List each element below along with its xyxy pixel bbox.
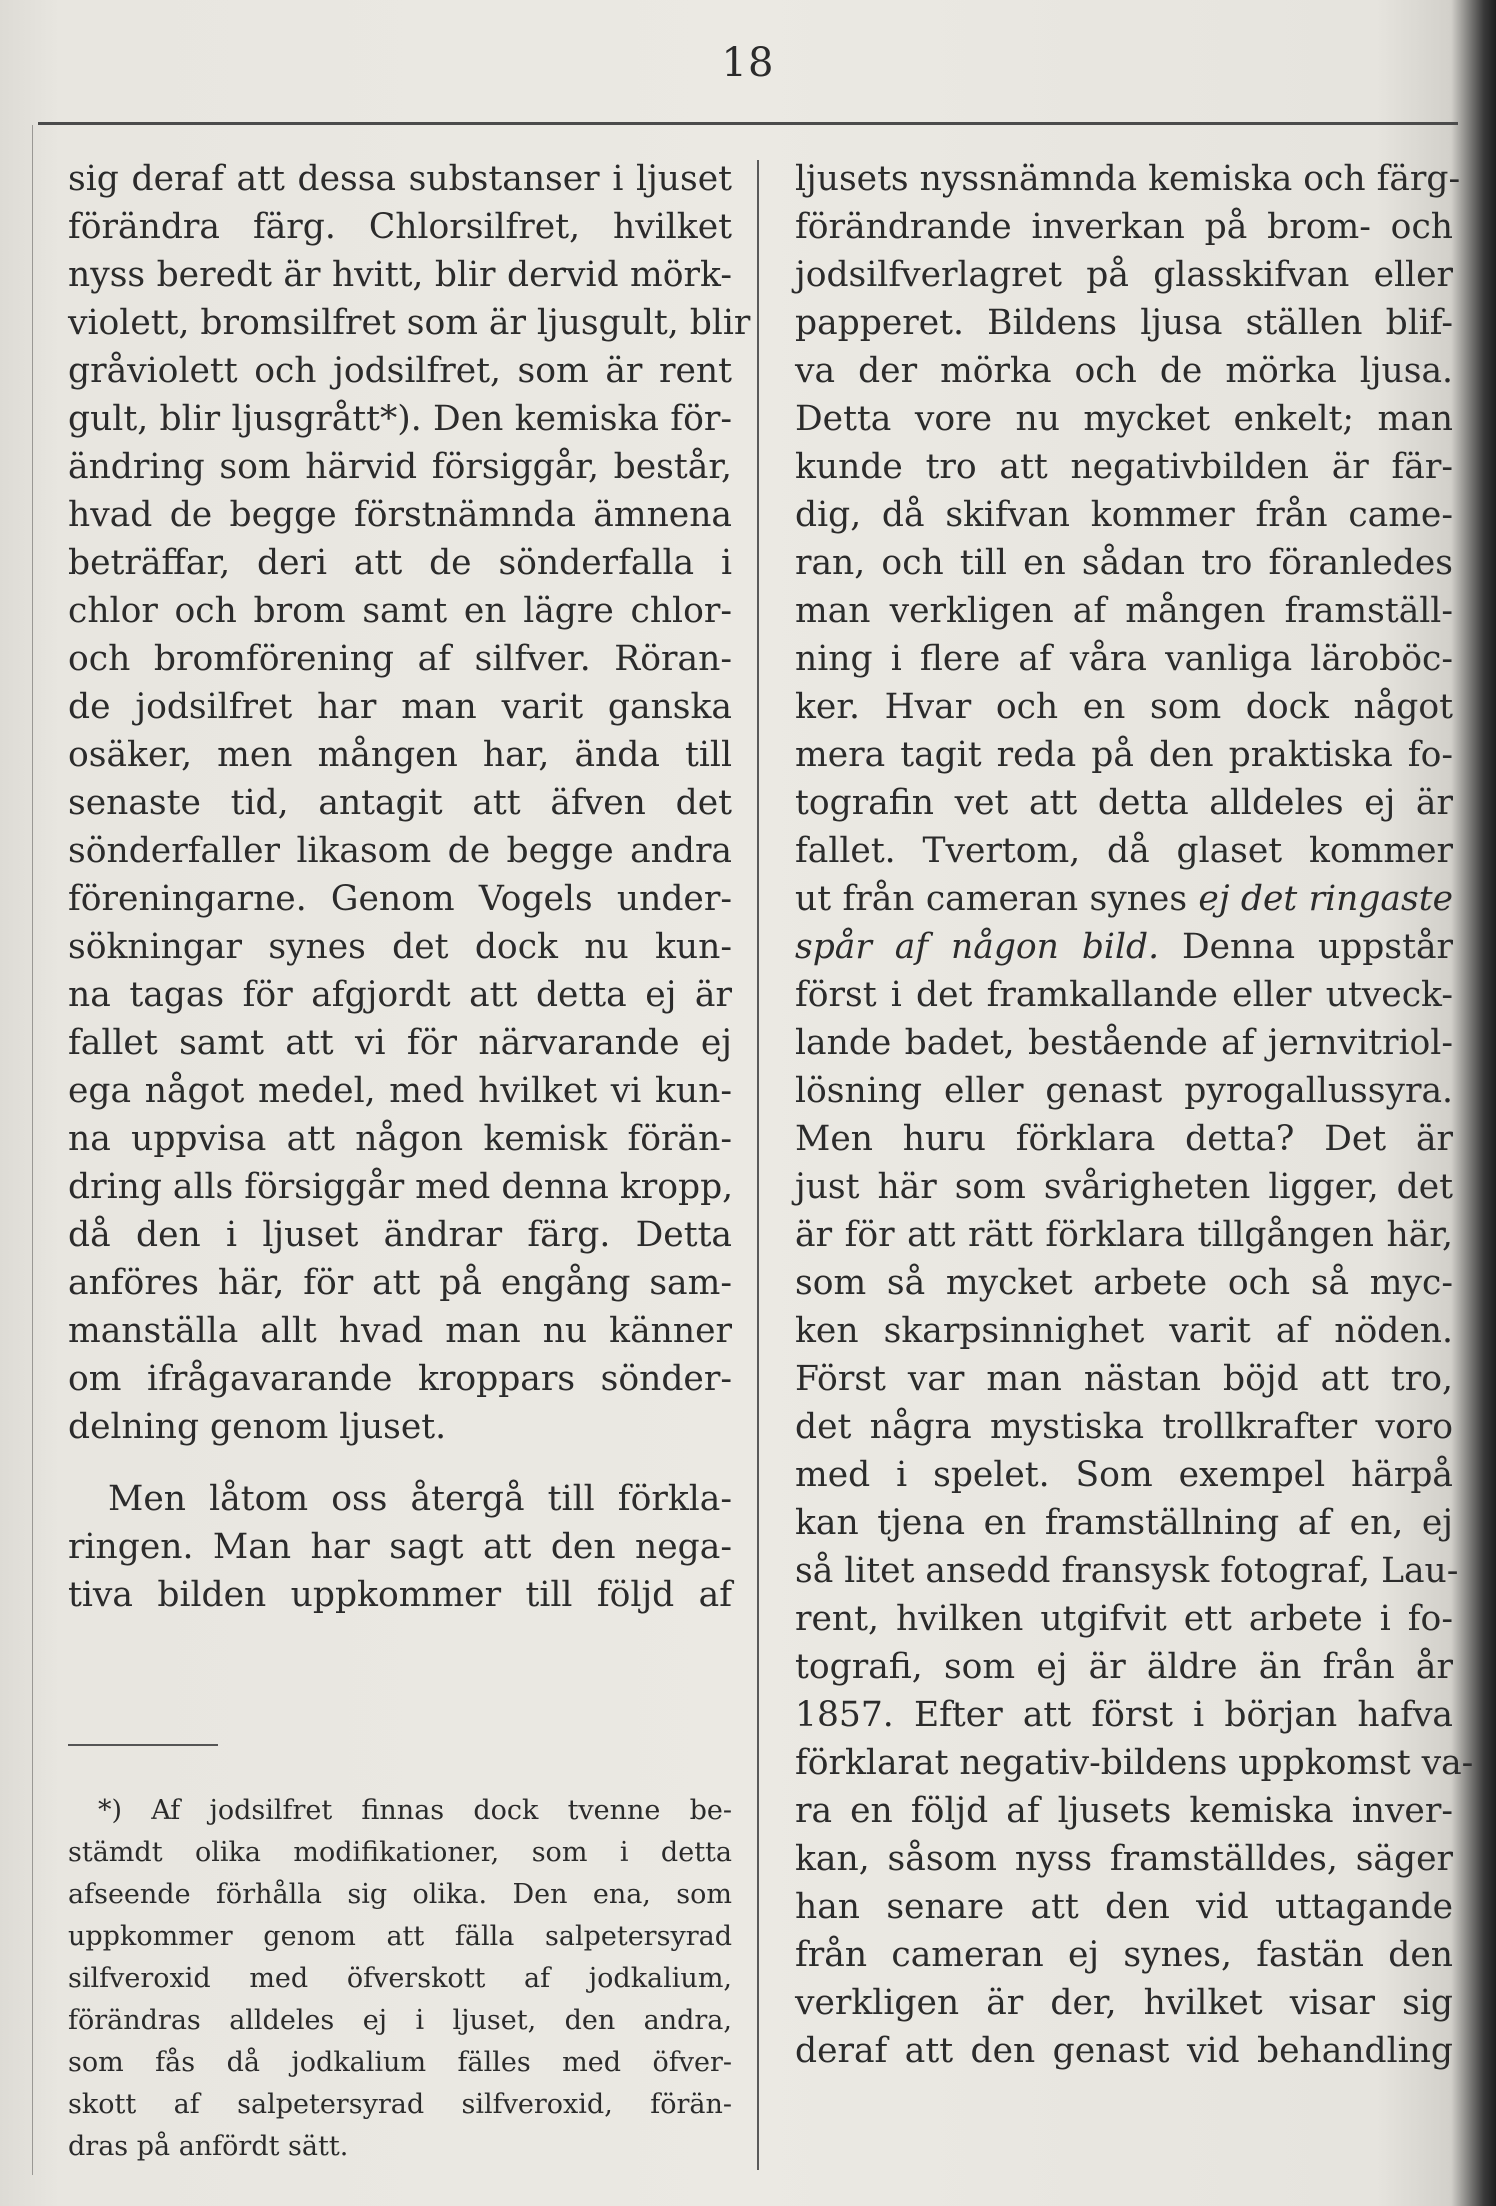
text-line: deraf att den genast vid behandling xyxy=(795,2031,1453,2071)
text-line: chlor och brom samt en lägre chlor- xyxy=(68,591,732,631)
text-line: ega något medel, med hvilket vi kun- xyxy=(68,1071,732,1111)
text-line: så litet ansedd fransysk fotograf, Lau- xyxy=(795,1551,1459,1591)
text-run: ut från cameran synes xyxy=(795,879,1199,919)
text-line: fallet samt att vi för närvarande ej xyxy=(68,1023,732,1063)
text-line: förklarat negativ-bildens uppkomst va- xyxy=(795,1743,1474,1783)
text-line: *) Af jodsilfret finnas dock tvenne be- xyxy=(98,1795,732,1826)
text-line: sönderfaller likasom de begge andra xyxy=(68,831,732,871)
text-line: från cameran ej synes, fastän den xyxy=(795,1935,1453,1975)
left-margin-rule xyxy=(32,125,33,2175)
text-line: ker. Hvar och en som dock något xyxy=(795,687,1453,727)
text-line: med i spelet. Som exempel härpå xyxy=(795,1455,1453,1495)
text-line: om ifrågavarande kroppars sönder- xyxy=(68,1359,732,1399)
footnote-rule xyxy=(68,1744,218,1746)
text-line: ran, och till en sådan tro föranledes xyxy=(795,543,1453,583)
text-line: lande badet, bestående af jernvitriol- xyxy=(795,1023,1453,1063)
text-line: Först var man nästan böjd att tro, xyxy=(795,1359,1453,1399)
text-line: ra en följd af ljusets kemiska inver- xyxy=(795,1791,1453,1831)
text-line: är för att rätt förklara tillgången här, xyxy=(795,1215,1453,1255)
text-line: beträffar, deri att de sönderfalla i xyxy=(68,543,732,583)
text-line: anföres här, för att på engång sam- xyxy=(68,1263,732,1303)
text-line: ljusets nyssnämnda kemiska och färg- xyxy=(795,159,1461,199)
text-line: ändring som härvid försiggår, består, xyxy=(68,447,732,487)
paragraph-gap xyxy=(68,1451,732,1475)
text-line: uppkommer genom att fälla salpetersyrad xyxy=(68,1921,732,1952)
column-divider xyxy=(757,160,759,2170)
text-line: det några mystiska trollkrafter voro xyxy=(795,1407,1453,1447)
text-line: mera tagit reda på den praktiska fo- xyxy=(795,735,1453,775)
text-line: först i det framkallande eller utveck- xyxy=(795,975,1453,1015)
text-line: na uppvisa att någon kemisk förän- xyxy=(68,1119,732,1159)
text-line: jodsilfverlagret på glasskifvan eller xyxy=(795,255,1453,295)
left-column xyxy=(68,155,751,1619)
text-line: dig, då skifvan kommer från came- xyxy=(795,495,1453,535)
text-line: förändras alldeles ej i ljuset, den andra, xyxy=(68,2005,732,2036)
text-line: gult, blir ljusgrått*). Den kemiska för- xyxy=(68,399,732,439)
text-line: va der mörka och de mörka ljusa. xyxy=(795,351,1453,391)
text-line: kan tjena en framställning af en, ej xyxy=(795,1503,1453,1543)
text-line: ringen. Man har sagt att den nega- xyxy=(68,1527,732,1567)
text-line: han senare att den vid uttagande xyxy=(795,1887,1453,1927)
text-line: stämdt olika modifikationer, som i detta xyxy=(68,1837,732,1868)
text-line: tiva bilden uppkommer till följd af xyxy=(68,1575,732,1615)
text-line: som fås då jodkalium fälles med öfver- xyxy=(68,2047,732,2078)
text-line: sökningar synes det dock nu kun- xyxy=(68,927,732,967)
footnote xyxy=(68,1790,732,2168)
text-line: nyss beredt är hvitt, blir dervid mörk- xyxy=(68,255,732,295)
text-line: ken skarpsinnighet varit af nöden. xyxy=(795,1311,1453,1351)
text-line: då den i ljuset ändrar färg. Detta xyxy=(68,1215,732,1255)
text-line: just här som svårigheten ligger, det xyxy=(795,1167,1453,1207)
page-number: 18 xyxy=(721,40,775,86)
text-line: na tagas för afgjordt att detta ej är xyxy=(68,975,732,1015)
text-line: verkligen är der, hvilket visar sig xyxy=(795,1983,1453,2023)
text-line: förändrande inverkan på brom- och xyxy=(795,207,1453,247)
text-line: silfveroxid med öfverskott af jodkalium, xyxy=(68,1963,732,1994)
text-line: tografi, som ej är äldre än från år xyxy=(795,1647,1453,1687)
text-line: senaste tid, antagit att äfven det xyxy=(68,783,732,823)
text-line: rent, hvilken utgifvit ett arbete i fo- xyxy=(795,1599,1453,1639)
text-line: gråviolett och jodsilfret, som är rent xyxy=(68,351,732,391)
text-line: kunde tro att negativbilden är fär- xyxy=(795,447,1453,487)
text-line: Men huru förklara detta? Det är xyxy=(795,1119,1453,1159)
text-line: skott af salpetersyrad silfveroxid, förän- xyxy=(68,2089,732,2120)
header-rule xyxy=(38,122,1458,125)
text-line: lösning eller genast pyrogallussyra. xyxy=(795,1071,1453,1111)
text-line: dras på anfördt sätt. xyxy=(68,2131,349,2162)
text-line: de jodsilfret har man varit ganska xyxy=(68,687,732,727)
text-run: Denna uppstår xyxy=(1159,927,1454,967)
text-line: och bromförening af silfver. Röran- xyxy=(68,639,732,679)
text-line: 1857. Efter att först i början hafva xyxy=(795,1695,1453,1735)
text-line: föreningarne. Genom Vogels under- xyxy=(68,879,732,919)
text-line: ning i flere af våra vanliga läroböc- xyxy=(795,639,1453,679)
emphasized-text: ej det ringaste xyxy=(1198,879,1453,919)
text-line: osäker, men mången har, ända till xyxy=(68,735,732,775)
text-line: sig deraf att dessa substanser i ljuset xyxy=(68,159,732,199)
text-line: afseende förhålla sig olika. Den ena, som xyxy=(68,1879,732,1910)
text-line: man verkligen af mången framställ- xyxy=(795,591,1453,631)
text-line: papperet. Bildens ljusa ställen blif- xyxy=(795,303,1453,343)
text-line: Detta vore nu mycket enkelt; man xyxy=(795,399,1453,439)
text-line: Men låtom oss återgå till förkla- xyxy=(108,1479,732,1519)
text-line: delning genom ljuset. xyxy=(68,1407,447,1447)
text-line: som så mycket arbete och så myc- xyxy=(795,1263,1453,1303)
text-line xyxy=(795,875,1453,923)
text-line: kan, såsom nyss framställdes, säger xyxy=(795,1839,1453,1879)
text-line: tografin vet att detta alldeles ej är xyxy=(795,783,1453,823)
text-line: hvad de begge förstnämnda ämnena xyxy=(68,495,732,535)
text-line: förändra färg. Chlorsilfret, hvilket xyxy=(68,207,732,247)
text-line xyxy=(795,923,1453,971)
text-line: manställa allt hvad man nu känner xyxy=(68,1311,732,1351)
text-line: violett, bromsilfret som är ljusgult, blir xyxy=(68,303,751,343)
text-line: dring alls försiggår med denna kropp, xyxy=(68,1167,734,1207)
text-line: fallet. Tvertom, då glaset kommer xyxy=(795,831,1453,871)
right-column xyxy=(795,155,1474,2075)
emphasized-text: spår af någon bild. xyxy=(795,927,1160,967)
